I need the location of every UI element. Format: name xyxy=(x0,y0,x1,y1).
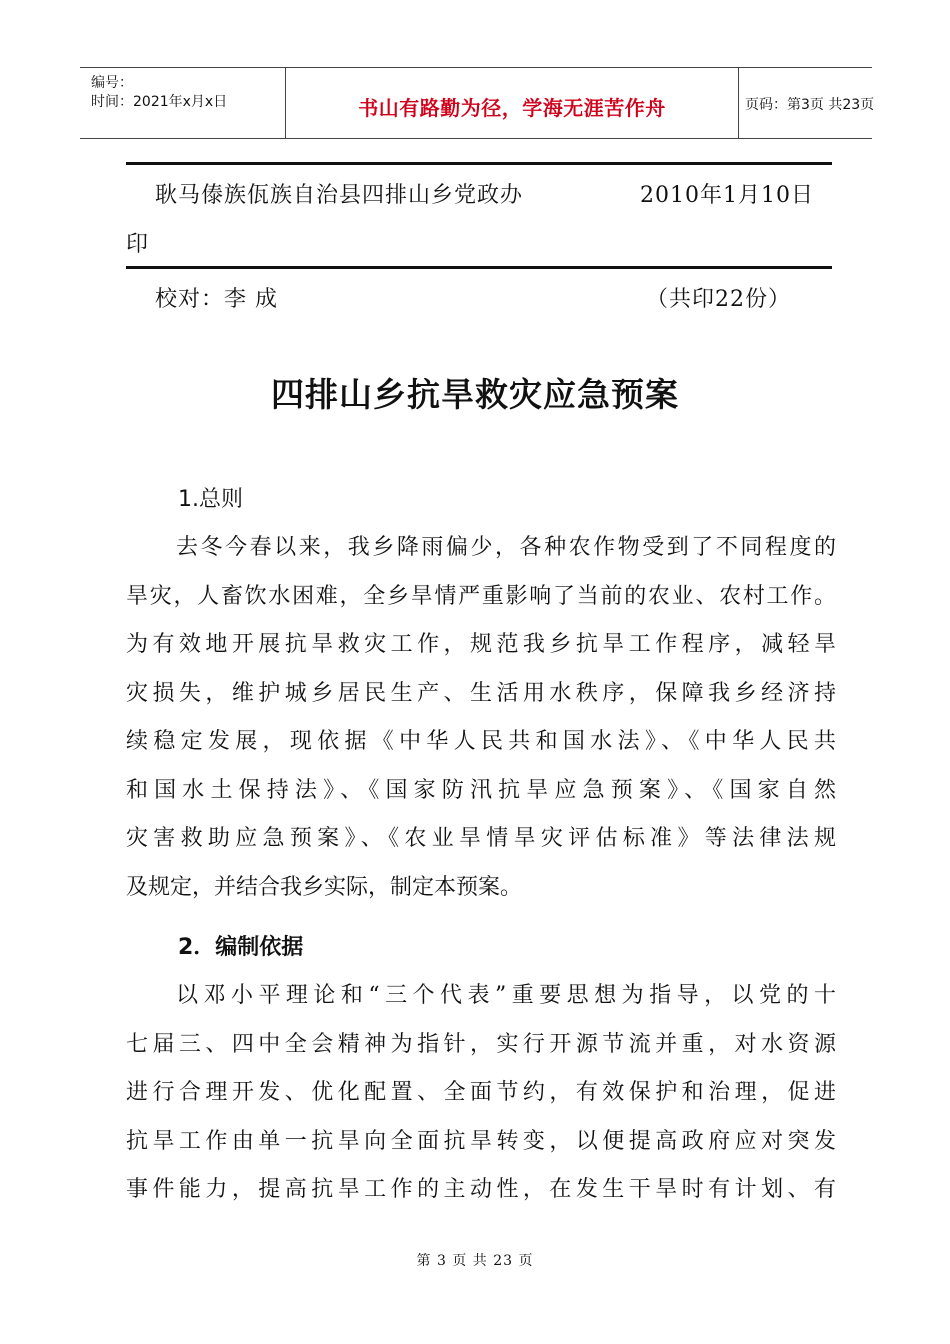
body-line: 和国水土保持法》、《国家防汛抗旱应急预案》、《国家自然 xyxy=(126,777,836,803)
body-line: 旱灾，人畜饮水困难，全乡旱情严重影响了当前的农业、农村工作。 xyxy=(126,583,836,609)
section-heading-basis: 2．编制依据 xyxy=(178,935,304,960)
issue-date: 2010年1月10日 xyxy=(640,183,814,208)
document-title: 四排山乡抗旱救灾应急预案 xyxy=(271,375,679,414)
page-header-table xyxy=(80,67,875,139)
body-line: 去冬今春以来，我乡降雨偏少，各种农作物受到了不同程度的 xyxy=(176,535,836,560)
header-meta-cell xyxy=(80,68,285,138)
body-line: 七届三、四中全会精神为指针，实行开源节流并重，对水资源 xyxy=(126,1031,836,1057)
header-page-number: 页码：第3页 共23页 xyxy=(745,97,875,113)
body-line: 进行合理开发、优化配置、全面节约，有效保护和治理，促进 xyxy=(126,1080,836,1105)
header-motto-cell xyxy=(285,68,739,138)
issuer-office: 耿马傣族佤族自治县四排山乡党政办 xyxy=(155,183,524,208)
document-time-label: 时间：2021年x月x日 xyxy=(91,94,228,110)
body-line: 事件能力，提高抗旱工作的主动性，在发生干旱时有计划、有 xyxy=(126,1177,836,1202)
print-copies: （共印22份） xyxy=(646,287,791,312)
page-footer: 第 3 页 共 23 页 xyxy=(416,1253,534,1269)
body-line: 以邓小平理论和“三个代表”重要思想为指导，以党的十 xyxy=(176,983,836,1008)
document-number-label: 编号： xyxy=(91,75,133,91)
section-heading-general: 1.总则 xyxy=(178,487,243,512)
body-line: 抗旱工作由单一抗旱向全面抗旱转变，以便提高政府应对突发 xyxy=(126,1128,836,1154)
body-line: 及规定，并结合我乡实际，制定本预案。 xyxy=(126,874,523,900)
body-line: 灾损失，维护城乡居民生产、生活用水秩序，保障我乡经济持 xyxy=(126,680,836,706)
body-line: 灾害救助应急预案》、《农业旱情旱灾评估标准》等法律法规 xyxy=(126,826,836,851)
proofreader: 校对：李 成 xyxy=(155,287,278,312)
section-body-basis xyxy=(126,972,836,1215)
issuer-print-mark: 印 xyxy=(126,232,150,257)
bottom-thick-rule xyxy=(126,266,832,269)
top-thick-rule xyxy=(126,162,832,165)
section-body-general xyxy=(126,524,836,912)
header-pager-cell xyxy=(737,68,875,138)
header-motto: 书山有路勤为径，学海无涯苦作舟 xyxy=(358,96,666,120)
body-line: 续稳定发展，现依据《中华人民共和国水法》、《中华人民共 xyxy=(126,729,836,754)
body-line: 为有效地开展抗旱救灾工作，规范我乡抗旱工作程序，减轻旱 xyxy=(126,632,836,657)
